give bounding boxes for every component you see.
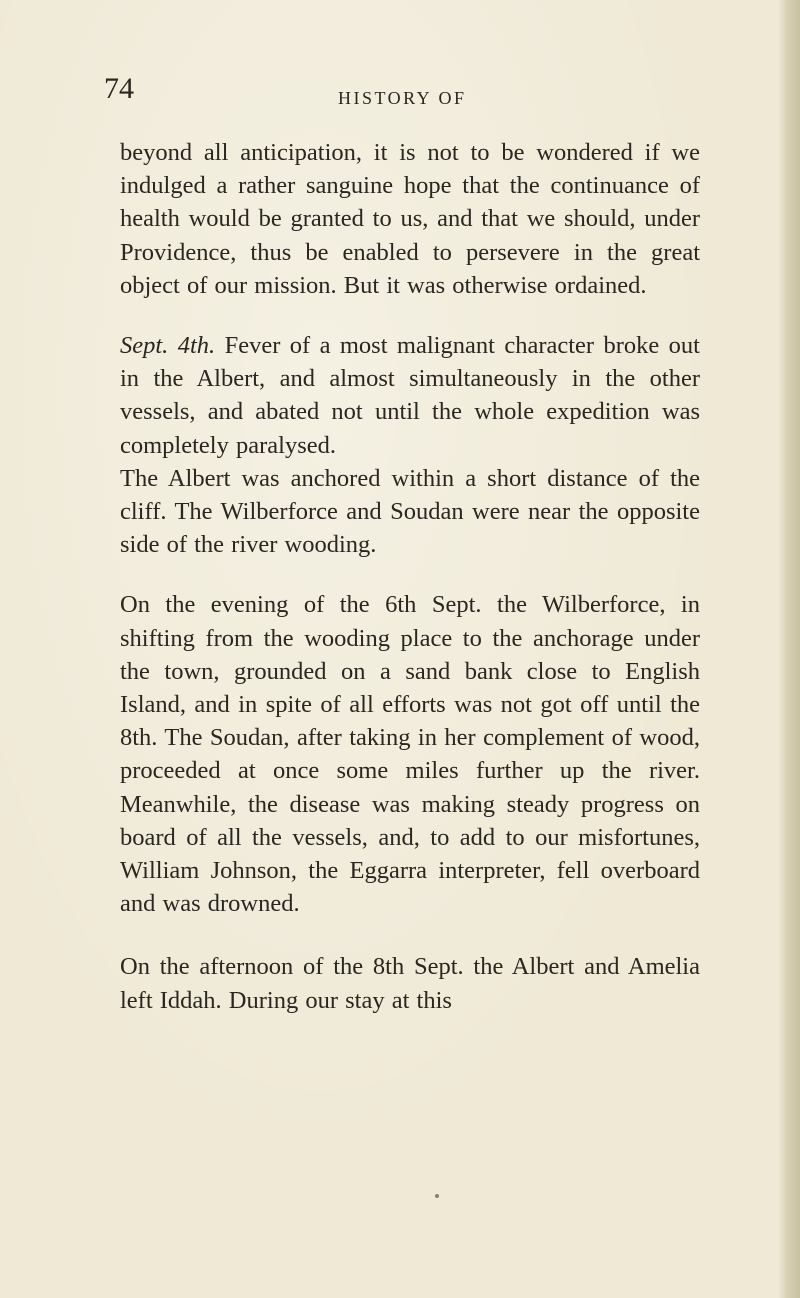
paragraph-2 xyxy=(120,329,700,462)
paragraph-4: On the evening of the 6th Sept. the Wilberforce, in shifting from the wooding place to the anchorage under the town, grounded on a sand bank close to English Island, and in spite of all efforts was not got off until the 8th. The Soudan, after taking in her complement of wood, proceeded at once some miles further up the river. Meanwhile, the disease was making steady progress on board of all the vessels, and, to add to our misfortunes, William Johnson, the Eggarra interpreter, fell overboard and was drowned. xyxy=(120,591,700,918)
paragraph-1: beyond all anticipation, it is not to be wondered if we indulged a rather sanguine hope that the continuance of health would be granted to us, and that we should, under Providence, thus be enabled to persevere in the great object of our mission. But it was otherwise ordained. xyxy=(120,139,700,299)
running-title: HISTORY OF xyxy=(338,88,467,108)
body-text xyxy=(120,136,700,1017)
paragraph-2-text: Fever of a most malignant character broke out in the Albert, and almost simultaneously in the other vessels, and abated not until the whole expedition was completely paralysed. xyxy=(120,332,700,459)
paragraph-3: The Albert was anchored within a short distance of the cliff. The Wilberforce and Soudan were near the opposite side of the river wooding. xyxy=(120,464,700,559)
paragraph-5: On the afternoon of the 8th Sept. the Albert and Amelia left Iddah. During our stay at this xyxy=(120,953,700,1014)
running-head xyxy=(104,72,704,112)
page-number: 74 xyxy=(104,72,134,105)
paper-speck xyxy=(435,1194,439,1198)
dateline: Sept. 4th. xyxy=(120,332,216,360)
page-edge-shadow xyxy=(778,0,800,1298)
